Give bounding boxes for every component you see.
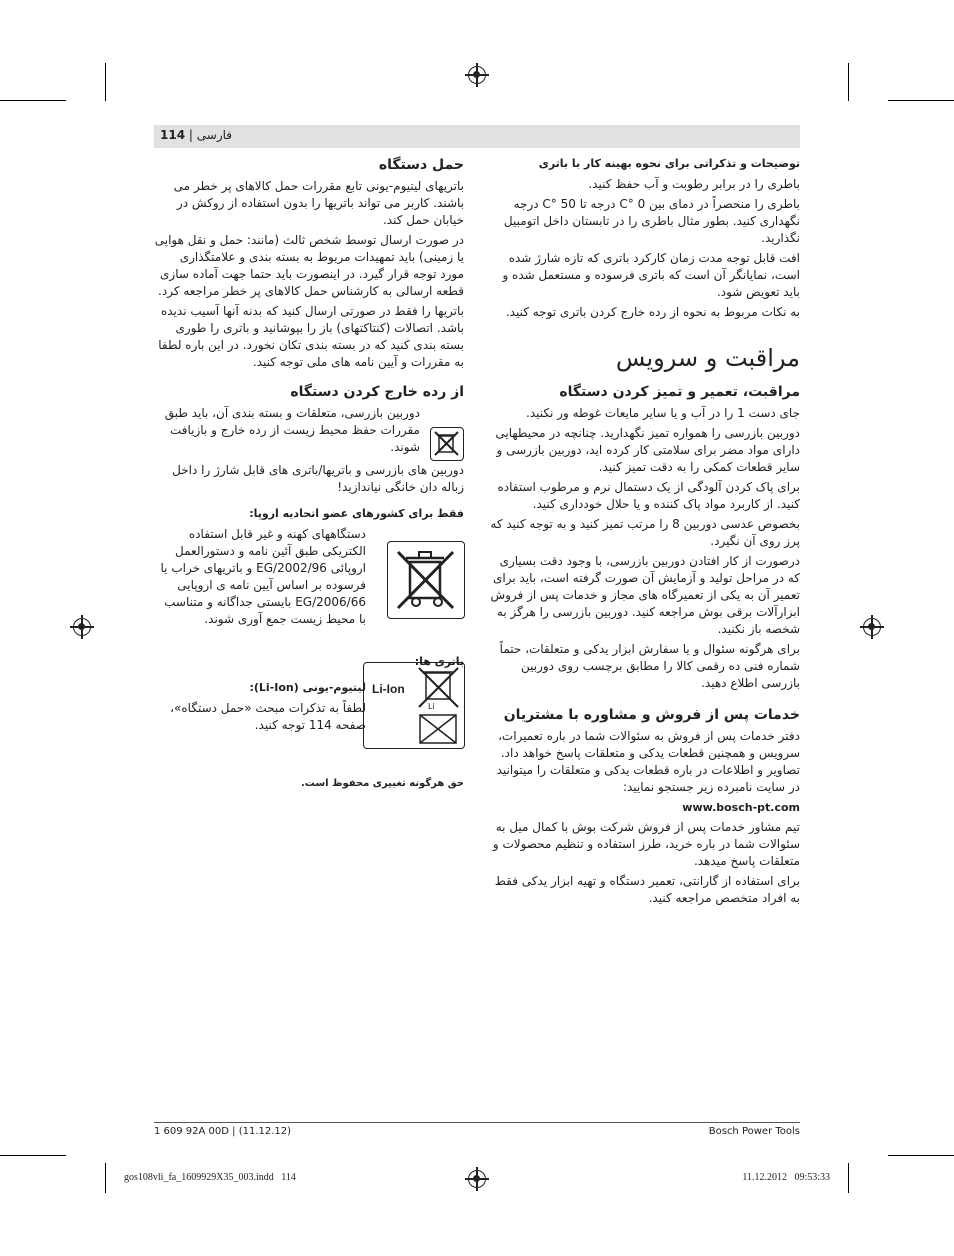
footer-doc-id: 1 609 92A 00D | (11.12.12): [154, 1126, 292, 1137]
header-separator: |: [188, 128, 193, 142]
tip-paragraph: به نکات مربوط به نحوه از رده خارج کردن باتری توجه کنید.: [505, 305, 800, 319]
disposal-section-title: از رده خارج کردن دستگاه: [290, 384, 464, 400]
eu-paragraph: دستگاههای کهنه و غیر قابل استفاده الکتریکی طبق آئین نامه و دستورالعمل اروپائی 2002/96/EG و باتریهای خراب یا فرسوده بر اساس آیین نامه ی اروپایی 2006/66/EG بایستی جداگانه و متناسب با محیط زیست جمع آوری شوند.: [160, 527, 366, 626]
footer-brand: Bosch Power Tools: [708, 1126, 800, 1137]
footer-timestamp: 11.12.2012 09:53:33: [742, 1172, 830, 1183]
crop-mark: [848, 1163, 849, 1193]
tip-paragraph: افت قابل توجه مدت زمان کارکرد باتری که تازه شارژ شده است، نمایانگر آن است که باتری فرسوده و مستعمل شده و باید تعویض شود.: [502, 251, 800, 299]
care-paragraph: بخصوص عدسی دوربین 8 را مرتب تمیز کنید و به توجه کنید که پرز روی آن نگیرد.: [490, 517, 800, 548]
aftersales-section-title: خدمات پس از فروش و مشاوره با مشتریان: [503, 707, 800, 723]
service-section-title: مراقبت و سرویس: [615, 344, 800, 372]
transport-section-title: حمل دستگاه: [378, 157, 464, 173]
care-paragraph: درصورت از کار افتادن دوربین بازرسی، با وجود دقت بسیاری که در مراحل تولید و آزمایش آن صورت گرفته است، باید برای تعمیر آن به یکی از تعمیرگاه های مجاز و خدمات پس از فروش ابزارآلات برقی بوش مراجعه کنید. دوربین بازرسی را هرگز به شخصه باز نکنید.: [490, 554, 800, 636]
disposal-paragraph: دوربین بازرسی، متعلقات و بسته بندی آن، باید طبق مقررات حفظ محیط زیست از رده خارج و بازیافت شوند.: [164, 406, 420, 454]
liion-title: لیتیوم-یونی (Li-Ion):: [249, 681, 366, 694]
crop-mark: [0, 100, 66, 101]
header-language: فارسی: [196, 128, 233, 142]
disposal-paragraph: دوربین های بازرسی و باتریها/باتری های قابل شارژ را داخل زباله دان خانگی نیاندازید!: [172, 463, 464, 494]
website-link[interactable]: www.bosch-pt.com: [682, 801, 800, 814]
liion-badge: Li-Ion: [372, 682, 405, 696]
rights-notice: حق هرگونه تغییری محفوظ است.: [300, 778, 464, 789]
care-paragraph: جای دست 1 را در آب و یا سایر مایعات غوطه ور نکنید.: [526, 406, 800, 420]
page-header: [160, 128, 232, 142]
tip-paragraph: باطری را منحصراً در دمای بین 0 °C درجه تا 50 °C درجه نگهداری کنید. بطور مثال باطری را در تابستان داخل اتومبیل نگذارید.: [503, 197, 800, 245]
liion-paragraph: لطفاً به تذکرات مبحث «حمل دستگاه»، صفحه 114 توجه کنید.: [170, 701, 366, 732]
care-section-title: مراقبت، تعمیر و تمیز کردن دستگاه: [559, 384, 800, 400]
transport-paragraph: باتریها را فقط در صورتی ارسال کنید که بدنه آنها آسیب ندیده باشد. اتصالات (کنتاکتهای) باز را بپوشانید و باتری را طوری بسته بندی کنید که در بسته بندی تکان نخورد. در این باره لطفا به مقررات و آیین نامه های ملی توجه کنید.: [158, 304, 464, 369]
registration-mark-icon: [73, 618, 91, 636]
care-paragraph: برای هرگونه سئوال و یا سفارش ابزار یدکی و متعلقات، حتماً شماره فنی ده رقمی کالا را مطابق برچسب روی دوربین بازرسی اطلاع دهید.: [499, 642, 800, 690]
tip-paragraph: باطری را در برابر رطوبت و آب حفظ کنید.: [588, 177, 800, 191]
crop-mark: [848, 63, 849, 101]
left-column: [154, 156, 464, 737]
registration-mark-icon: [468, 1170, 486, 1188]
crop-mark: [888, 100, 954, 101]
care-paragraph: برای پاک کردن آلودگی از یک دستمال نرم و مرطوب استفاده کنید. از کاربرد مواد پاک کننده و یا حلال خودداری کنید.: [497, 480, 800, 511]
footer-divider: [154, 1122, 800, 1123]
page-number: 114: [160, 128, 186, 142]
crop-mark: [888, 1155, 954, 1156]
aftersales-paragraph: دفتر خدمات پس از فروش به سئوالات شما در باره تعمیرات، سرویس و همچنین قطعات یدکی و متعلقات پاسخ خواهد داد. تصاویر و اطلاعات در باره قطعات یدکی و متعلقات را میتوانید در سایت نامبرده زیر جستجو نمایید:: [496, 729, 800, 794]
crossed-bin-small-icon: [430, 427, 464, 461]
li-mark: Li: [428, 702, 435, 711]
liion-battery-icon: [363, 662, 465, 749]
transport-paragraph: باتریهای لیتیوم-یونی تابع مقررات حمل کالاهای پر خطر می باشند. کاربر می تواند باتریها را بدون استفاده از روکش در خیابان حمل کند.: [173, 179, 464, 227]
footer-file-name: gos108vli_fa_1609929X35_003.indd 114: [124, 1172, 296, 1183]
page-header-bar: [154, 125, 800, 148]
batteries-title: باتری ها:: [414, 655, 464, 668]
crossed-bin-large-icon: [387, 541, 465, 619]
battery-tips-title: توضیحات و تذکراتی برای نحوه بهینه کار با باتری: [538, 157, 800, 170]
crop-mark: [0, 1155, 66, 1156]
crop-mark: [105, 1163, 106, 1193]
crop-mark: [105, 63, 106, 101]
aftersales-paragraph: تیم مشاور خدمات پس از فروش شرکت بوش با کمال میل به سئوالات شما در باره خرید، طرز استفاده و تنظیم محصولات و متعلقات پاسخ میدهد.: [492, 820, 800, 868]
eu-title: فقط برای کشورهای عضو اتحادیه اروپا:: [249, 507, 464, 520]
transport-paragraph: در صورت ارسال توسط شخص ثالث (مانند: حمل و نقل هوایی یا زمینی) باید تمهیدات مربوط به بسته بندی و علامتگذاری مورد توجه قرار گیرد. در اینصورت باید حتما جهت آماده سازی قطعه ارسالی به کارشناس حمل کالاهای پر خطر مراجعه کرد.: [154, 233, 464, 298]
care-paragraph: دوربین بازرسی را همواره تمیز نگهدارید. چنانچه در محیطهایی دارای مواد مضر برای سلامتی کار کرده اید، دوربین بازرسی و سایر قطعات کمکی را به دقت تمیز کنید.: [495, 426, 800, 474]
registration-mark-icon: [863, 618, 881, 636]
right-column: [488, 156, 800, 910]
registration-mark-icon: [468, 66, 486, 84]
aftersales-paragraph: برای استفاده از گارانتی، تعمیر دستگاه و تهیه ابزار یدکی فقط به افراد متخصص مراجعه کنید.: [494, 874, 800, 905]
